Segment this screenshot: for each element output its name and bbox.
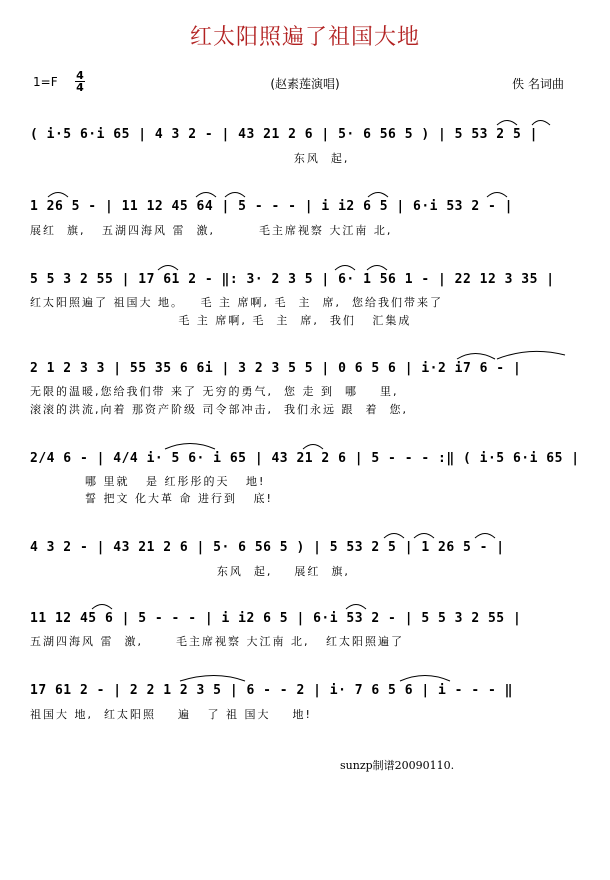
- lyrics-row-5-verse-2: 誓 把文 化大革 命 进行到 底!: [30, 492, 273, 505]
- singer-credit: (赵素莲演唱): [270, 77, 340, 91]
- transcriber-signature: sunzp制谱20090110.: [340, 759, 455, 772]
- lyrics-row-1: 东风 起,: [30, 152, 350, 165]
- lyrics-row-2: 展红 旗, 五湖四海风 雷 激, 毛主席视察 大江南 北,: [30, 224, 393, 237]
- composer-credit: 佚 名词曲: [512, 77, 564, 91]
- notation-row-3: 5 5 3 2 55 | 17 61 2 - ‖: 3· 2 3 5 | 6· 1 56 1 - | 22 12 3 35 |: [30, 272, 555, 287]
- lyrics-row-8: 祖国大 地, 红太阳照 遍 了 祖 国大 地!: [30, 708, 312, 721]
- lyrics-row-6: 东风 起, 展红 旗,: [30, 565, 350, 578]
- lyrics-row-7: 五湖四海风 雷 激, 毛主席视察 大江南 北, 红太阳照遍了: [30, 635, 404, 648]
- song-title: 红太阳照遍了祖国大地: [189, 25, 420, 50]
- lyrics-row-3-verse-1: 红太阳照遍了 祖国大 地。 毛 主 席啊, 毛 主 席, 您给我们带来了: [30, 296, 443, 309]
- time-signature-top: 4: [76, 69, 84, 82]
- notation-row-8: 17 61 2 - | 2 2 1 2 3 5 | 6 - - 2 | i· 7 6 5 6 | i - - - ‖: [30, 683, 513, 698]
- notation-row-6: 4 3 2 - | 43 21 2 6 | 5· 6 56 5 ) | 5 53 2 5 | 1 26 5 - |: [30, 540, 505, 555]
- lyrics-row-3-verse-2: 毛 主 席啊, 毛 主 席, 我们 汇集成: [30, 314, 412, 327]
- lyrics-row-4-verse-1: 无限的温暖,您给我们带 来了 无穷的勇气, 您 走 到 哪 里,: [30, 385, 399, 398]
- notation-row-7: 11 12 45 6 | 5 - - - | i i2 6 5 | 6·i 53 2 - | 5 5 3 2 55 |: [30, 611, 522, 626]
- notation-row-4: 2 1 2 3 3 | 55 35 6 6i | 3 2 3 5 5 | 0 6 5 6 | i·2 i7 6 - |: [30, 361, 522, 376]
- notation-row-5: 2/4 6 - | 4/4 i· 5 6· i 65 | 43 21 2 6 | 5 - - - :‖ ( i·5 6·i 65 |: [30, 451, 580, 466]
- notation-row-2: 1 26 5 - | 11 12 45 64 | 5 - - - | i i2 6 5 | 6·i 53 2 - |: [30, 199, 513, 214]
- notation-row-1: ( i·5 6·i 65 | 4 3 2 - | 43 21 2 6 | 5· 6 56 5 ) | 5 53 2 5 |: [30, 127, 538, 142]
- key-signature: 1=F: [33, 75, 58, 89]
- lyrics-row-4-verse-2: 滚滚的洪流,向着 那资产阶级 司令部冲击, 我们永远 跟 着 您,: [30, 403, 408, 416]
- time-signature-bottom: 4: [76, 81, 84, 94]
- lyrics-row-5-verse-1: 哪 里就 是 红彤彤的天 地!: [30, 475, 266, 488]
